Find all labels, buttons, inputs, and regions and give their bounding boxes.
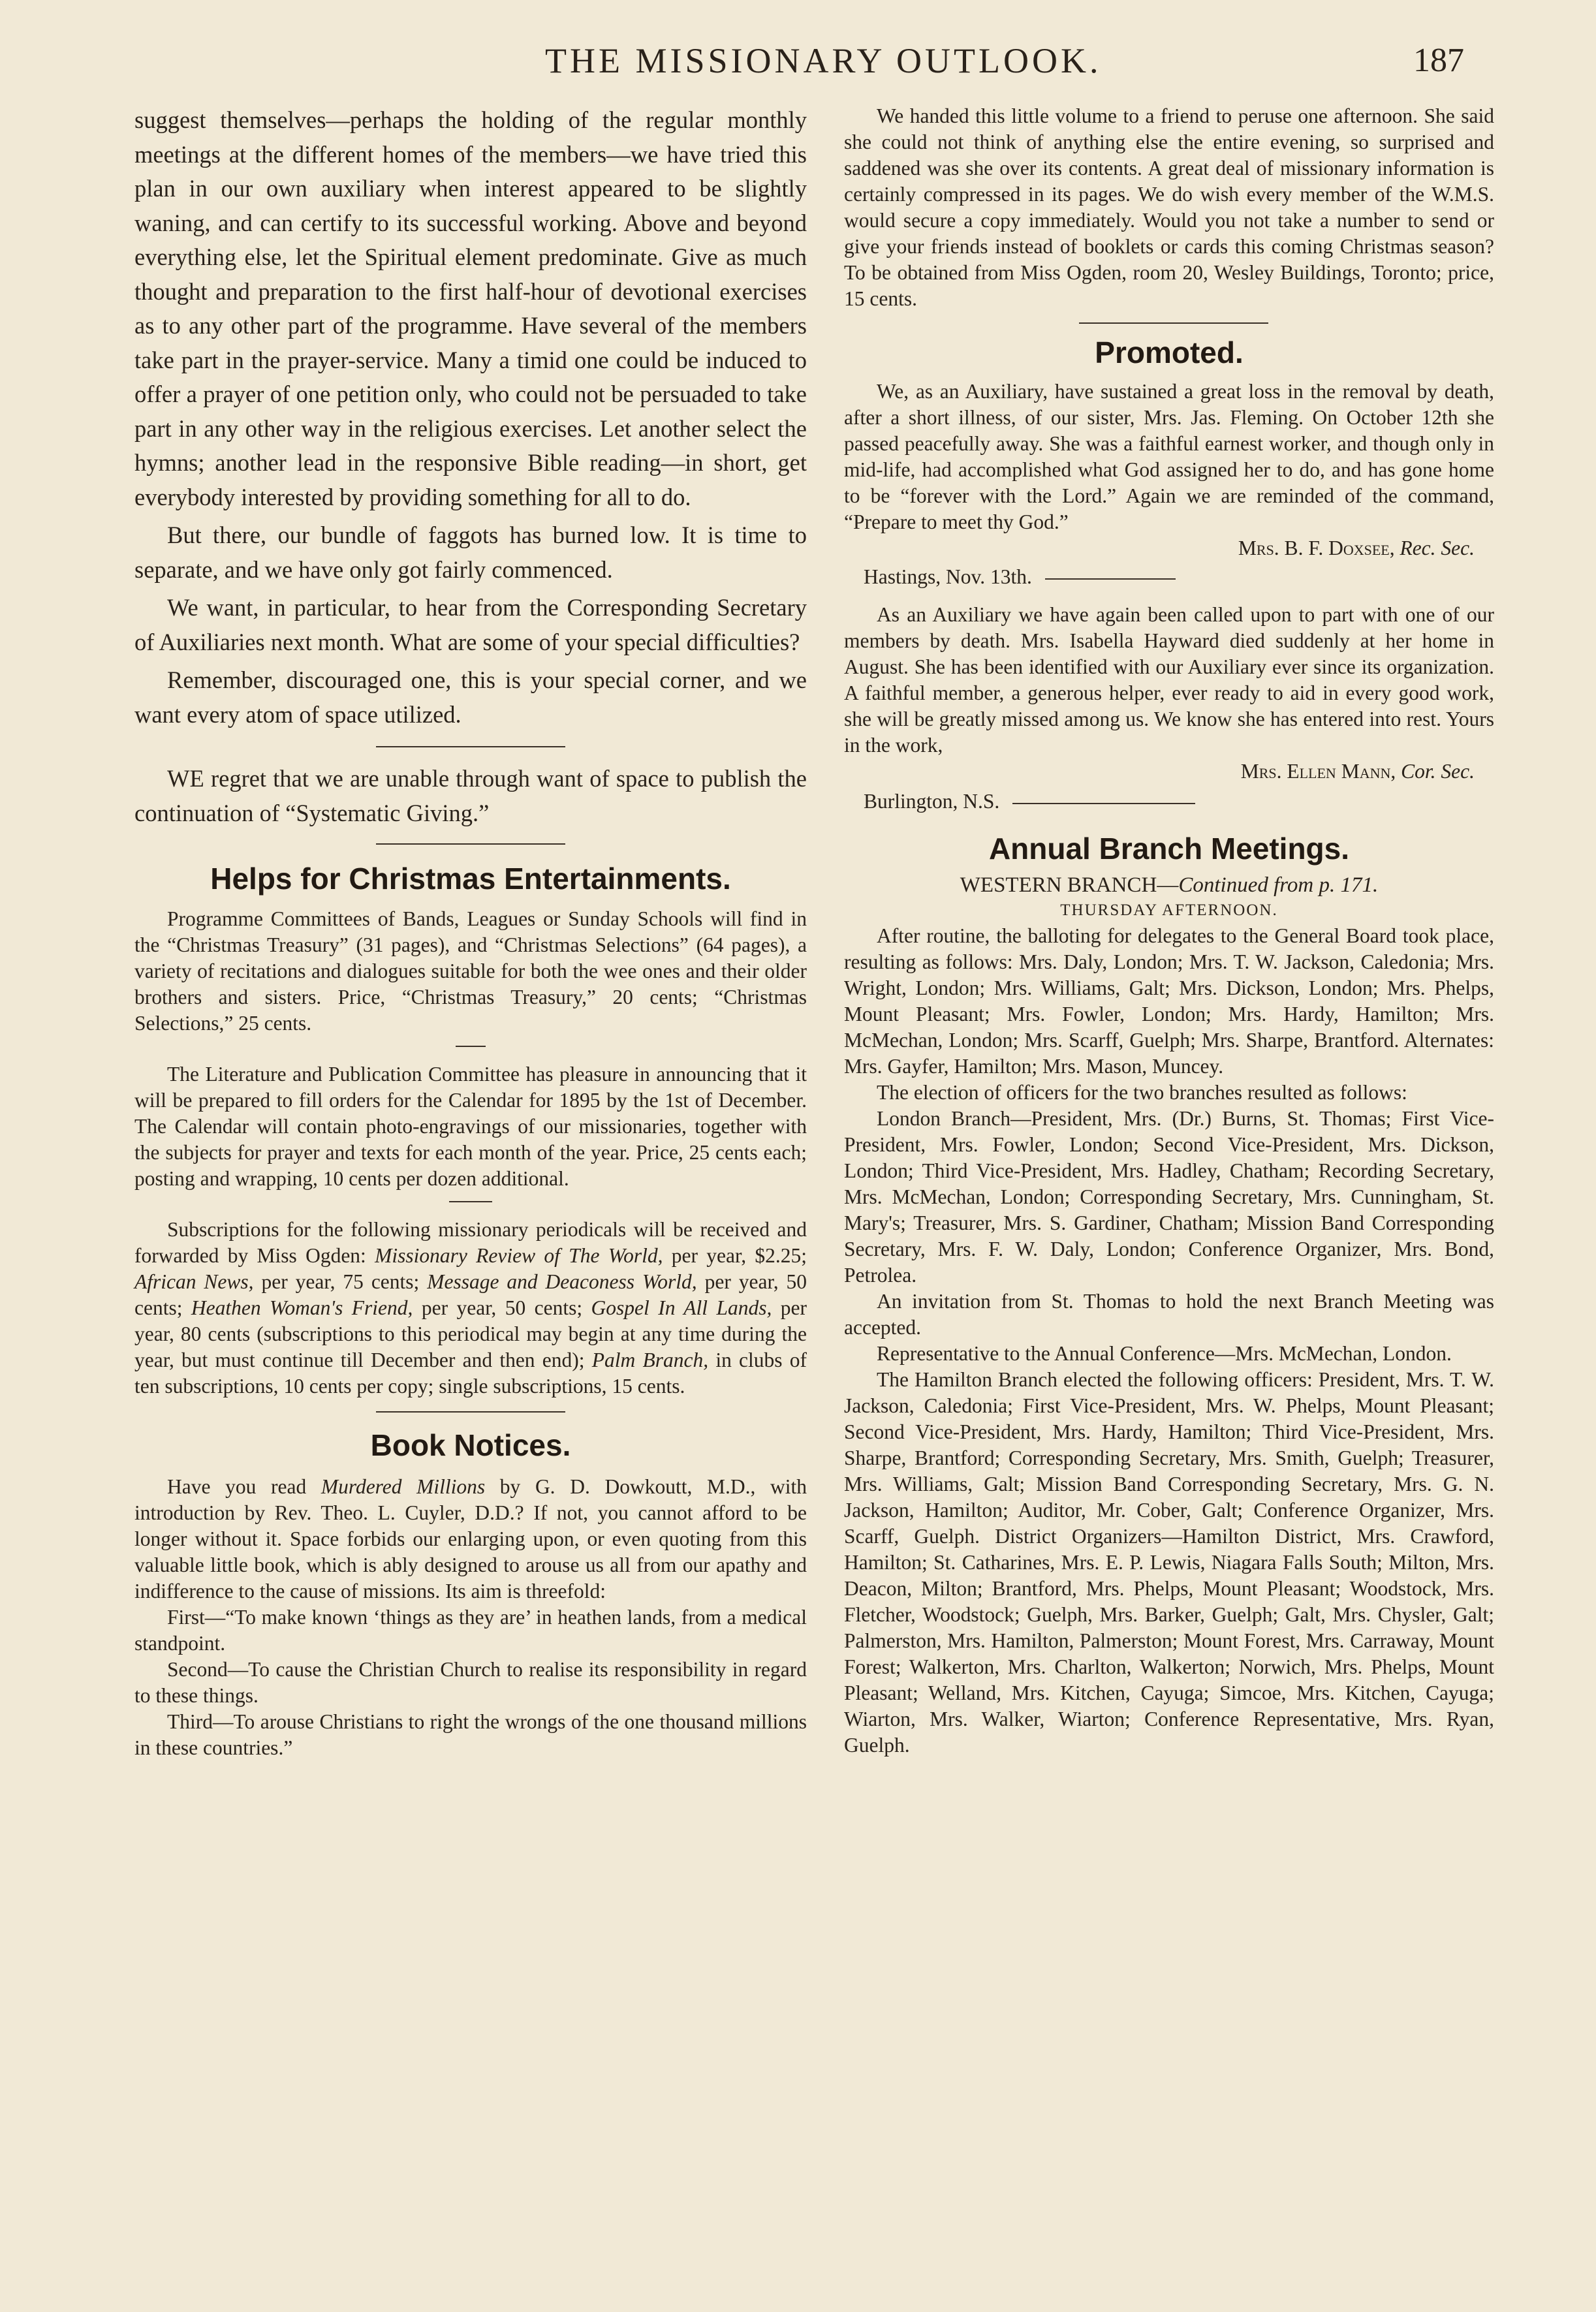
paragraph: We handed this little volume to a friend to peruse one afternoon. She said she could not think of anything else the entire evening, so surprised and saddened was she over its contents. A great deal of missionary information is certainly compressed in its pages. We do wish every member of the W.M.S. would secure a copy immediately. Would you not take a number to send or give your friends instead of booklets or cards this coming Christmas season? To be obtained from Miss Ogden, room 20, Wesley Buildings, Toronto; price, 15 cents. bbox=[844, 104, 1494, 310]
signature: Mrs. Ellen Mann, Cor. Sec. bbox=[1240, 760, 1475, 783]
section-title-book-notices: Book Notices. bbox=[370, 1428, 571, 1462]
periodical-title: Message and Deaconess World, bbox=[427, 1270, 697, 1293]
left-column bbox=[134, 103, 807, 1761]
section-title-helps: Helps for Christmas Entertainments. bbox=[210, 862, 731, 896]
periodical-title: Gospel In All Lands, bbox=[591, 1296, 772, 1319]
book-notice-paragraph: Have you read Murdered Millions by G. D. Dowkoutt, M.D., with introduction by Rev. Theo. L. Cuyler, D.D.? If not, you cannot afford to be longer without it. Space forbids our enlarging upon, or even quoting from this valuable little book, which is ably designed to arouse us all from our apathy and indifference to the cause of missions. Its aim is threefold: bbox=[134, 1475, 807, 1602]
paragraph: The Literature and Publication Committee has pleasure in announcing that it will be prepared to fill orders for the Calendar for 1895 by the 1st of December. The Calendar will contain photo-engravings of our missionaries, together with the subjects for prayer and texts for each month of the year. Price, 25 cents each; posting and wrapping, 10 cents per dozen additional. bbox=[134, 1063, 807, 1190]
divider bbox=[1045, 578, 1176, 580]
session-heading: THURSDAY AFTERNOON. bbox=[1060, 901, 1278, 919]
paragraph: The Hamilton Branch elected the following officers: President, Mrs. T. W. Jackson, Caledonia; First Vice-President, Mrs. W. Phelps, Mount Pleasant; Second Vice-President, Mrs. Hardy, Hamilton; Third Vice-President, Mrs. Sharpe, Brantford; Corresponding Secretary, Mrs. Smith, Guelph; Treasurer, Mrs. Williams, Galt; Mission Band Corresponding Secretary, Mrs. G. N. Jackson, Hamilton; Auditor, Mr. Cober, Galt; Conference Organizer, Mrs. Scarff, Guelph. District Organizers—Hamilton District, Mrs. Crawford, Hamilton; St. Catharines, Mrs. E. P. Lewis, Niagara Falls South; Milton, Mrs. Deacon, Milton; Brantford, Mrs. Phelps, Mount Pleasant; Woodstock, Mrs. Fletcher, Woodstock; Guelph, Mrs. Barker, Guelph; Galt, Mrs. Chysler, Galt; Palmerston, Mrs. Hamilton, Palmerston; Mount Forest, Mrs. Carraway, Mount Forest; Walkerton, Mrs. Charlton, Walkerton; Norwich, Mrs. Phelps, Mount Pleasant; Welland, Mrs. Kitchen, Cayuga; Simcoe, Mrs. Kitchen, Cayuga; Wiarton, Mrs. Walker, Wiarton; Conference Representative, Mrs. Ryan, Guelph. bbox=[844, 1368, 1494, 1757]
divider bbox=[456, 1046, 486, 1047]
page-number: 187 bbox=[1413, 42, 1464, 79]
paragraph: Representative to the Annual Conference—Mrs. McMechan, London. bbox=[877, 1342, 1452, 1365]
divider bbox=[376, 843, 565, 845]
place-date: Burlington, N.S. bbox=[844, 789, 1494, 815]
paragraph: Third—To arouse Christians to right the wrongs of the one thousand millions in these countries.” bbox=[134, 1710, 807, 1759]
branch-subtitle: WESTERN BRANCH—Continued from p. 171. bbox=[960, 873, 1379, 897]
notice-paragraph: WE regret that we are unable through want of space to publish the continuation of “Systematic Giving.” bbox=[134, 765, 807, 826]
paragraph: Second—To cause the Christian Church to realise its responsibility in regard to these things. bbox=[134, 1658, 807, 1707]
right-column bbox=[844, 103, 1494, 1758]
divider bbox=[1012, 803, 1195, 804]
paragraph: The election of officers for the two branches resulted as follows: bbox=[877, 1081, 1407, 1104]
periodical-title: African News, bbox=[134, 1270, 254, 1293]
running-head bbox=[0, 38, 1596, 84]
paragraph: We want, in particular, to hear from the Corresponding Secretary of Auxiliaries next month. What are some of your special difficulties? bbox=[134, 594, 807, 655]
periodical-title: Missionary Review of The World, bbox=[375, 1244, 663, 1267]
divider bbox=[1079, 322, 1268, 324]
paragraph: As an Auxiliary we have again been called upon to part with one of our members by death. Mrs. Isabella Hayward died suddenly at her home in August. She has been identified with our Auxiliary ever since its organization. A faithful member, a generous helper, ever ready to aid in every good work, she will be greatly missed among us. We know she has entered into rest. Yours in the work, bbox=[844, 603, 1494, 757]
paragraph: London Branch—President, Mrs. (Dr.) Burns, St. Thomas; First Vice-President, Mrs. Fowler, London; Second Vice-President, Mrs. Dickson, London; Third Vice-President, Mrs. Hadley, Chatham; Recording Secretary, Mrs. McMechan, London; Corresponding Secretary, Mrs. Cunningham, St. Mary's; Treasurer, Mrs. S. Gardiner, Chatham; Mission Band Corresponding Secretary, Mrs. F. W. Daly, London; Conference Organizer, Mrs. Bond, Petrolea. bbox=[844, 1107, 1494, 1287]
signature: Mrs. B. F. Doxsee, Rec. Sec. bbox=[1238, 537, 1475, 559]
paragraph: We, as an Auxiliary, have sustained a great loss in the removal by death, after a short illness, of our sister, Mrs. Jas. Fleming. On October 12th she passed peacefully away. She was a faithful earnest worker, and though only in mid-life, had accomplished what God assigned her to do, and has gone home to be “forever with the Lord.” Again we are reminded of the command, “Prepare to meet thy God.” bbox=[844, 380, 1494, 533]
paragraph: Programme Committees of Bands, Leagues or Sunday Schools will find in the “Christmas Treasury” (31 pages), and “Christmas Selections” (64 pages), a variety of recitations and dialogues suitable for both the wee ones and their older brothers and sisters. Price, “Christmas Treasury,” 20 cents; “Christmas Selections,” 25 cents. bbox=[134, 907, 807, 1035]
paragraph: After routine, the balloting for delegates to the General Board took place, resulting as follows: Mrs. Daly, London; Mrs. T. W. Jackson, Caledonia; Mrs. Wright, London; Mrs. Williams, Galt; Mrs. Dickson, London; Mrs. Phelps, Mount Pleasant; Mrs. Fowler, London; Mrs. Hardy, Hamilton; Mrs. McMechan, London; Mrs. Scarff, Guelph; Mrs. Sharpe, Brantford. Alternates: Mrs. Gayfer, Hamilton; Mrs. Mason, Muncey. bbox=[844, 924, 1494, 1078]
periodical-title: Heathen Woman's Friend, bbox=[191, 1296, 413, 1319]
paragraph: suggest themselves—perhaps the holding of the regular monthly meetings at the different homes of the members—we have tried this plan in our own auxiliary when interest appeared to be slightly waning, and can certify to its successful working. Above and beyond everything else, let the Spiritual element predominate. Give as much thought and preparation to the first half-hour of devotional exercises as to any other part of the programme. Have several of the members take part in the prayer-service. Many a timid one could be induced to offer a prayer of one petition only, who could not be persuaded to take part in any other way in the religious exercises. Let another select the hymns; another lead in the responsive Bible reading—in short, get everybody interested by providing something for all to do. bbox=[134, 106, 807, 510]
paragraph: But there, our bundle of faggots has burned low. It is time to separate, and we have only got fairly commenced. bbox=[134, 522, 807, 583]
paragraph: First—“To make known ‘things as they are’ in heathen lands, from a medical standpoint. bbox=[134, 1606, 807, 1655]
divider bbox=[376, 746, 565, 747]
divider bbox=[376, 1411, 565, 1413]
running-title: THE MISSIONARY OUTLOOK. bbox=[545, 41, 1102, 80]
book-title: Murdered Millions bbox=[321, 1475, 486, 1498]
paragraph: Remember, discouraged one, this is your special corner, and we want every atom of space utilized. bbox=[134, 666, 807, 728]
section-title-promoted: Promoted. bbox=[1095, 336, 1244, 369]
subscriptions-paragraph: Subscriptions for the following missionary periodicals will be received and forwarded by Miss Ogden: Missionary Review of The World, per year, $2.25; African News, per year, 75 cents; Message and Deaconess World, per year, 50 cents; Heathen Woman's Friend, per year, 50 cents; Gospel In All Lands, per year, 80 cents (subscriptions to this periodical may begin at any time during the year, but must continue till December and then end); Palm Branch, in clubs of ten subscriptions, 10 cents per copy; single subscriptions, 15 cents. bbox=[134, 1218, 807, 1398]
periodical-title: Palm Branch, bbox=[591, 1349, 709, 1371]
divider bbox=[449, 1201, 492, 1202]
paragraph: An invitation from St. Thomas to hold the next Branch Meeting was accepted. bbox=[844, 1290, 1494, 1339]
section-title-annual-branch-meetings: Annual Branch Meetings. bbox=[988, 832, 1350, 866]
place-date: Hastings, Nov. 13th. bbox=[844, 564, 1494, 590]
